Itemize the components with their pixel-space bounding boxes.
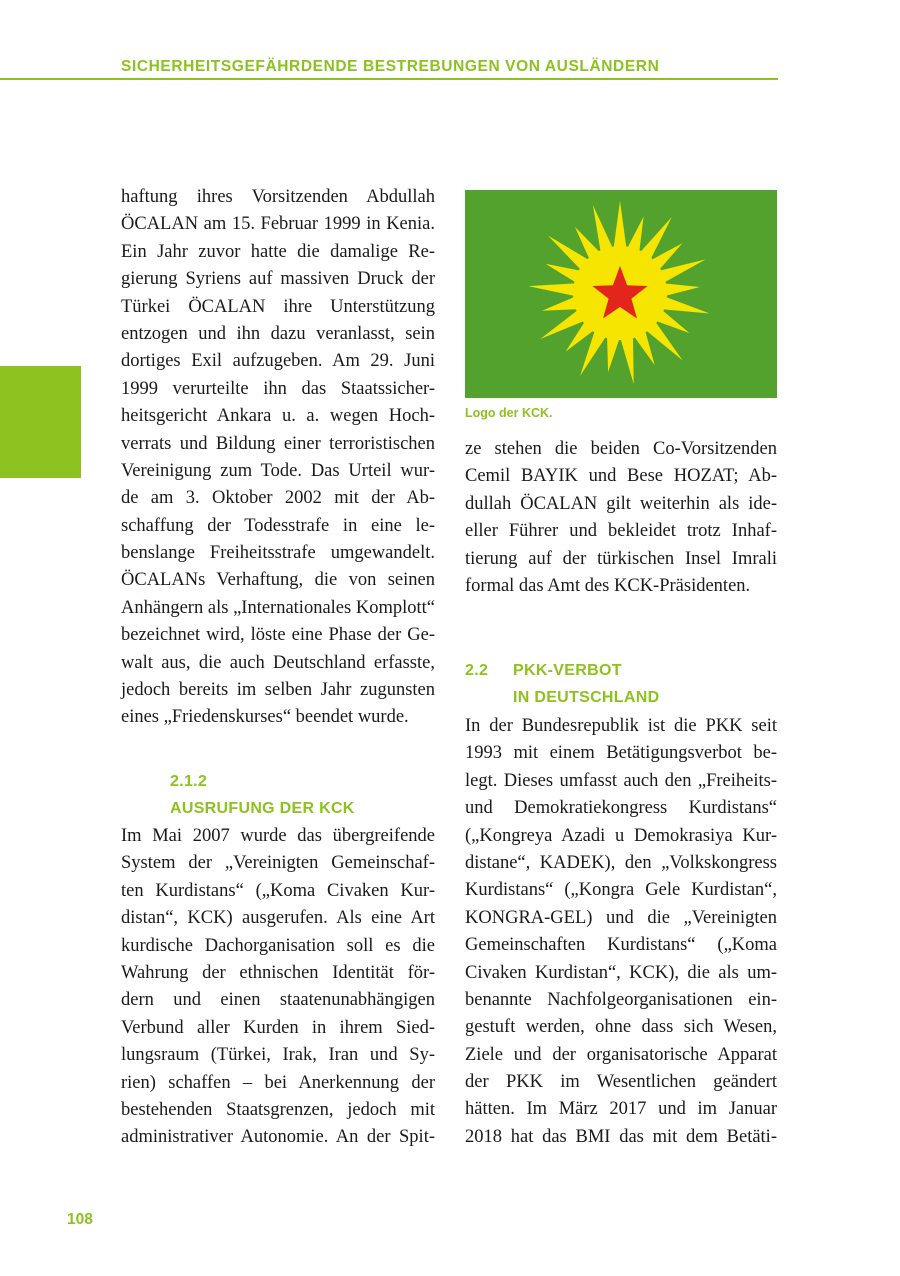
text-line: Türkei ÖCALAN ihre Unterstützung — [121, 296, 435, 317]
text-line: legt. Dieses umfasst auch den „Freiheits- — [465, 770, 777, 791]
text-line: („Kongreya Azadi u Demokrasiya Kur- — [465, 825, 777, 846]
text-line: tierung auf der türkischen Insel Imrali — [465, 548, 777, 569]
text-line: System der „Vereinigten Gemeinschaf- — [121, 853, 435, 874]
chapter-tab-marker — [0, 366, 81, 478]
text-line: Vereinigung zum Tode. Das Urteil wur- — [121, 460, 435, 481]
text-line: 2018 hat das BMI das mit dem Betäti- — [465, 1126, 777, 1147]
text-line: gierung Syriens auf massiven Druck der — [121, 269, 435, 290]
text-line: Civaken Kurdistan“, KCK), die als um- — [465, 962, 777, 983]
text-line: gestuft werden, ohne dass sich Wesen, — [465, 1017, 777, 1038]
text-line: eller Führer und bekleidet trotz Inhaf- — [465, 521, 777, 542]
text-line: de am 3. Oktober 2002 mit der Ab- — [121, 488, 435, 509]
right-column — [465, 436, 777, 600]
text-line: KONGRA-GEL) und die „Vereinigten — [465, 907, 777, 928]
paragraph-right-2 — [465, 713, 777, 1151]
section-title-ausrufung-der-kck: AUSRUFUNG DER KCK — [170, 800, 355, 817]
text-line: entzogen und ihn dazu veranlasst, sein — [121, 323, 435, 344]
text-line: eines „Friedenskurses“ beendet wurde. — [121, 707, 409, 728]
text-line: verrats und Bildung einer terroristischen — [121, 433, 435, 454]
figure-caption: Logo der KCK. — [465, 406, 553, 420]
text-line: ze stehen die beiden Co-Vorsitzenden — [465, 439, 777, 459]
kck-flag-image — [465, 190, 777, 398]
text-line: ÖCALAN am 15. Februar 1999 in Kenia. — [121, 214, 435, 235]
text-line: jedoch bereits im selben Jahr zugunsten — [121, 680, 435, 701]
text-line: Ziele und der organisatorische Apparat — [465, 1044, 777, 1065]
header-rule — [0, 78, 778, 80]
section-number-2-2: 2.2 — [465, 662, 489, 679]
left-column — [121, 184, 435, 732]
text-line: Im Mai 2007 wurde das übergreifende — [121, 826, 435, 846]
text-line: distane“, KADEK), den „Volkskongress — [465, 852, 777, 873]
text-line: dern und einen staatenunabhängigen — [121, 990, 435, 1011]
text-line: Kurdistans“ („Kongra Gele Kurdistan“, — [465, 880, 777, 901]
left-column-lower — [121, 823, 435, 1152]
paragraph-left-1 — [121, 184, 435, 732]
section-number-2-1-2: 2.1.2 — [170, 773, 208, 790]
text-line: In der Bundesrepublik ist die PKK seit — [465, 716, 777, 736]
text-line: 1993 mit einem Betätigungsverbot be- — [465, 743, 777, 764]
text-line: Ein Jahr zuvor hatte die damalige Re- — [121, 241, 435, 262]
text-line: ÖCALANs Verhaftung, die von seinen — [121, 570, 435, 591]
text-line: hätten. Im März 2017 und im Januar — [465, 1099, 777, 1120]
paragraph-right-1 — [465, 436, 777, 600]
right-column-lower — [465, 713, 777, 1151]
text-line: walt aus, die auch Deutschland erfasste, — [121, 652, 435, 673]
text-line: administrativer Autonomie. An der Spit- — [121, 1127, 435, 1148]
text-line: dortiges Exil aufzugeben. Am 29. Juni — [121, 351, 435, 372]
text-line: distan“, KCK) ausgerufen. Als eine Art — [121, 908, 435, 929]
text-line: Wahrung der ethnischen Identität för- — [121, 962, 435, 983]
text-line: kurdische Dachorganisation soll es die — [121, 935, 435, 956]
text-line: lungsraum (Türkei, Irak, Iran und Sy- — [121, 1045, 435, 1066]
paragraph-left-2 — [121, 823, 435, 1152]
text-line: heitsgericht Ankara u. a. wegen Hoch- — [121, 406, 435, 427]
text-line: und Demokratiekongress Kurdistans“ — [465, 798, 777, 819]
text-line: der PKK im Wesentlichen geändert — [465, 1072, 777, 1093]
text-line: schaffung der Todesstrafe in eine le- — [121, 515, 435, 536]
text-line: rien) schaffen – bei Anerkennung der — [121, 1072, 435, 1093]
text-line: bestehenden Staatsgrenzen, jedoch mit — [121, 1099, 435, 1120]
text-line: formal das Amt des KCK-Präsidenten. — [465, 575, 751, 596]
text-line: dullah ÖCALAN gilt weiterhin als ide- — [465, 493, 777, 514]
text-line: Anhängern als „Internationales Komplott“ — [121, 597, 435, 618]
text-line: bezeichnet wird, löste eine Phase der Ge- — [121, 625, 435, 646]
text-line: Cemil BAYIK und Bese HOZAT; Ab- — [465, 466, 777, 487]
text-line: Verbund aller Kurden in ihrem Sied- — [121, 1017, 435, 1038]
section-title-pkk-verbot: PKK-VERBOT — [513, 662, 622, 679]
text-line: ten Kurdistans“ („Koma Civaken Kur- — [121, 880, 435, 901]
section-title-in-deutschland: IN DEUTSCHLAND — [513, 689, 660, 706]
text-line: benannte Nachfolgeorganisationen ein- — [465, 989, 777, 1010]
text-line: haftung ihres Vorsitzenden Abdullah — [121, 187, 435, 207]
page-number: 108 — [67, 1211, 93, 1228]
running-head: SICHERHEITSGEFÄHRDENDE BESTREBUNGEN VON AUSLÄNDERN — [121, 58, 660, 75]
text-line: 1999 verurteilte ihn das Staatssicher- — [121, 378, 435, 399]
text-line: Gemeinschaften Kurdistans“ („Koma — [465, 935, 777, 956]
text-line: benslange Freiheitsstrafe umgewandelt. — [121, 543, 435, 564]
